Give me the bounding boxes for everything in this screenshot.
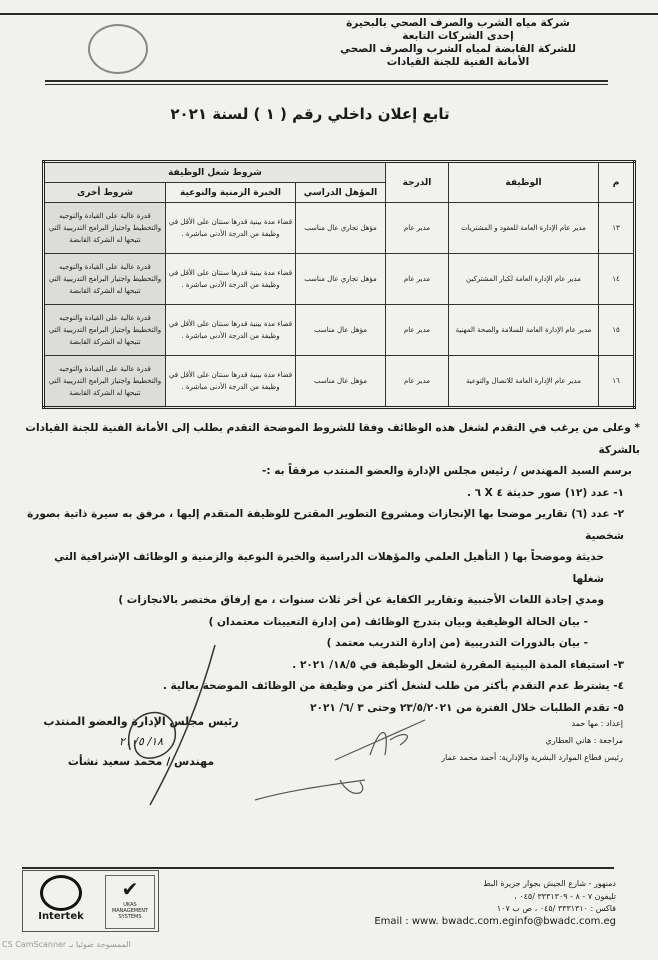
intro-line: برسم السيد المهندس / رئيس مجلس الإدارة والعضو المنتدب مرفقاً به :- <box>262 465 632 477</box>
header-line: الأمانة الفنية للجنة القيادات <box>386 56 530 68</box>
table-row <box>44 356 635 408</box>
header-bottom-rule <box>45 80 608 82</box>
hr-head: رئيس قطاع الموارد البشرية والإدارية: أحمد محمد عمار <box>441 753 623 762</box>
intertek-logo <box>27 875 95 927</box>
chairman-signature-icon <box>90 640 220 810</box>
cell-qualification: مؤهل عال مناسب <box>296 356 386 408</box>
col-other: شروط أخرى <box>44 183 166 203</box>
cell-experience: قضاء مدة بينية قدرها سنتان على الأقل في وظيفة من الدرجة الأدنى مباشرة . <box>166 305 296 356</box>
ukas-label: UKAS MANAGEMENT SYSTEMS <box>111 902 149 920</box>
requirement-item: ٤- يشترط عدم التقدم بأكثر من طلب لشغل أكثر من وظيفة من الوظائف الموضحة بعالية . <box>162 680 624 692</box>
footer-rule <box>22 867 614 869</box>
chairman-name: مهندس / محمد سعيد نشأت <box>67 755 215 768</box>
cell-experience: قضاء مدة بينية قدرها سنتان على الأقل في وظيفة من الدرجة الأدنى مباشرة . <box>166 203 296 254</box>
certification-logos <box>22 870 159 932</box>
table-row <box>44 203 635 254</box>
header-line: إحدى الشركات التابعة <box>402 30 514 42</box>
camscanner-watermark: CS CamScanner الممسوحة ضوئيا بـ <box>2 940 131 949</box>
reviewed-by: مراجعة : هاني العطاري <box>545 736 623 745</box>
table-row <box>44 305 635 356</box>
requirement-subitem: - بيان الحالة الوظيفية وبيان بتدرج الوظائف (من إدارة التعيينات معتمدان ) <box>208 615 588 628</box>
company-header <box>318 17 598 69</box>
requirement-item: ٣- استيفاء المدة البينية المقررة لشغل الوظيفة في ١٨/٥/ ٢٠٢١ . <box>292 658 624 671</box>
table-row <box>44 254 635 305</box>
requirement-item: حديثة وموضحاً بها ( التأهيل العلمي والمؤهلات الدراسية والخبرة النوعية والزمنية و الوظائف الإشرافية التي شغلها <box>54 551 604 585</box>
cell-grade: مدير عام <box>386 305 449 356</box>
cell-other: قدرة عالية على القيادة والتوجيه والتخطيط واجتياز البرامج التدريبية التي تتيحها له الشركة القابضة <box>44 356 166 408</box>
cell-other: قدرة عالية على القيادة والتوجيه والتخطيط واجتياز البرامج التدريبية التي تتيحها له الشركة القابضة <box>44 254 166 305</box>
requirement-item: ١- عدد (١٢) صور حديثة ٤ X ٦ . <box>466 486 624 499</box>
col-experience: الخبرة الزمنية والنوعية <box>166 183 296 203</box>
cell-grade: مدير عام <box>386 254 449 305</box>
cell-experience: قضاء مدة بينية قدرها سنتان على الأقل في وظيفة من الدرجة الأدنى مباشرة . <box>166 356 296 408</box>
cell-num: ١٦ <box>599 356 635 408</box>
header-top-rule <box>0 13 658 15</box>
page-title: تابع إعلان داخلي رقم ( ١ ) لسنة ٢٠٢١ <box>170 105 450 123</box>
intro-line: * وعلى من يرغب في التقدم لشغل هذه الوظائف وفقا للشروط الموضحة التقدم بطلب إلى الأمانة الفنية للجنة القيادات بالشركة <box>25 422 640 456</box>
cell-job: مدير عام الإدارة العامة لكبار المشتركين <box>449 254 599 305</box>
requirement-subitem: - بيان بالدورات التدريبية (من إدارة التدريب معتمد ) <box>326 637 588 649</box>
jobs-table <box>42 160 636 409</box>
preparer-signature-icon <box>330 715 430 765</box>
requirement-item: ٢- عدد (٦) تقارير موضحا بها الإنجازات ومشروع التطوير المقترح للوظيفة المتقدم إليها ، مرفق به سيرة ذاتية بصورة شخصية <box>27 508 624 542</box>
footer-address: دمنهور - شارع الجيش بجوار جزيرة البط <box>483 879 616 888</box>
cell-qualification: مؤهل عال مناسب <box>296 305 386 356</box>
chairman-date: ١٨/ ٥/ ٢١ <box>119 735 163 748</box>
footer-email: Email : www. bwadc.com.eginfo@bwadc.com.eg <box>374 915 616 927</box>
cell-job: مدير عام الإدارة العامة للسلامة والصحة المهنية <box>449 305 599 356</box>
col-qualification: المؤهل الدراسي <box>296 183 386 203</box>
check-icon: ✔ <box>121 877 139 901</box>
col-job: الوظيفة <box>449 162 599 203</box>
header-line: للشركة القابضة لمياه الشرب والصرف الصحي <box>340 43 576 55</box>
col-num: م <box>599 162 635 203</box>
footer-phone: تليفون ٧ - ٨ - ٣٣٣١٣٠٩ /٠٤٥ ، <box>514 891 616 901</box>
cell-num: ١٣ <box>599 203 635 254</box>
requirement-item: ومدي إجادة اللغات الأجنبية وتقارير الكفاية عن أخر ثلاث سنوات ، مع إرفاق مختصر بالانجازات ) <box>118 594 604 606</box>
requirement-item: ٥- تقدم الطلبات خلال الفترة من ٢٣/٥/٢٠٢١ وحتى ٣ /٦/ ٢٠٢١ <box>310 701 624 714</box>
cell-other: قدرة عالية على القيادة والتوجيه والتخطيط واجتياز البرامج التدريبية التي تتيحها له الشركة القابضة <box>44 305 166 356</box>
chairman-title: رئيس مجلس الإدارة والعضو المنتدب <box>43 715 239 728</box>
hr-signature-icon <box>250 770 370 810</box>
col-grade: الدرجة <box>386 162 449 203</box>
cell-qualification: مؤهل تجاري عال مناسب <box>296 203 386 254</box>
cell-job: مدير عام الإدارة العامة للاتصال والتوعية <box>449 356 599 408</box>
footer-fax: فاكس : ٣٣٣١٣١٠ /٠٤٥ ، ص ب ١٠٧ <box>496 904 616 913</box>
cell-num: ١٤ <box>599 254 635 305</box>
cell-other: قدرة عالية على القيادة والتوجيه والتخطيط واجتياز البرامج التدريبية التي تتيحها له الشركة القابضة <box>44 203 166 254</box>
ukas-logo <box>105 875 155 929</box>
header-line: شركة مياه الشرب والصرف الصحي بالبحيرة <box>346 17 570 29</box>
header-bottom-rule-2 <box>45 84 608 85</box>
company-logo <box>88 24 148 74</box>
footer-contact <box>316 878 616 928</box>
cell-qualification: مؤهل تجاري عال مناسب <box>296 254 386 305</box>
intertek-label: Intertek <box>38 911 84 922</box>
cell-experience: قضاء مدة بينية قدرها سنتان على الأقل في وظيفة من الدرجة الأدنى مباشرة . <box>166 254 296 305</box>
prepared-by: إعداد : مها حمد <box>571 719 623 728</box>
cell-num: ١٥ <box>599 305 635 356</box>
col-conditions: شروط شغل الوظيفة <box>44 162 386 183</box>
cell-job: مدير عام الإدارة العامة للعقود و المشتريات <box>449 203 599 254</box>
cell-grade: مدير عام <box>386 356 449 408</box>
cell-grade: مدير عام <box>386 203 449 254</box>
